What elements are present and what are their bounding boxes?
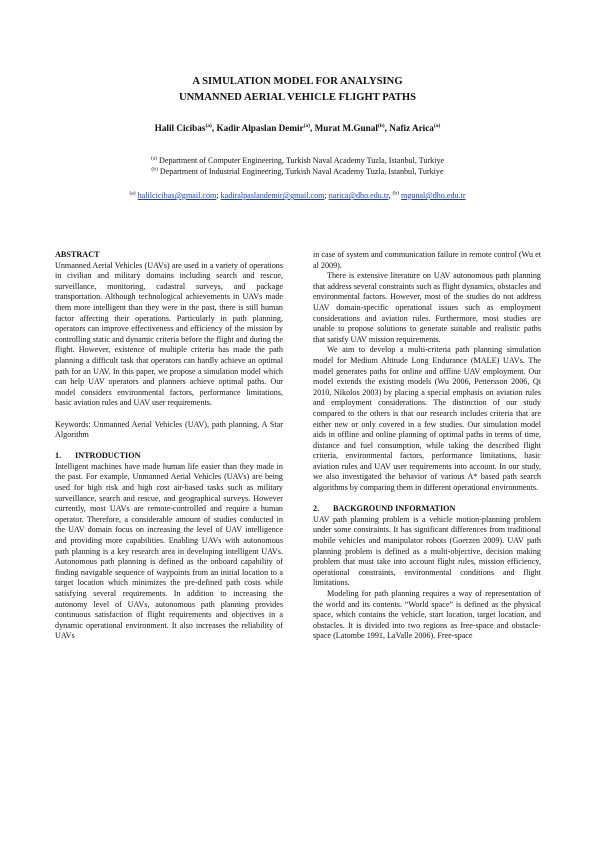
section-title: INTRODUCTION: [75, 451, 141, 461]
author-name: Halil Cicibas: [154, 123, 206, 133]
right-column: [313, 250, 541, 642]
email-separator: ;: [324, 191, 329, 200]
author-separator: ,: [211, 123, 217, 133]
email-list: [0, 190, 595, 201]
background-heading: [313, 504, 541, 515]
author-affiliation-mark: (a): [303, 122, 311, 129]
section-number: 2.: [313, 504, 320, 514]
author-name: Murat M.Gunal: [314, 123, 378, 133]
email-separator: ;: [216, 191, 221, 200]
author-separator: ,: [310, 123, 315, 133]
title-line-1: A SIMULATION MODEL FOR ANALYSING: [192, 76, 403, 87]
affiliation-line: [0, 167, 595, 178]
title-line-2: UNMANNED AERIAL VEHICLE FLIGHT PATHS: [178, 92, 417, 103]
affiliation-mark: (b): [151, 165, 158, 172]
email-separator: ,: [388, 191, 393, 200]
left-column: [55, 250, 283, 642]
literature-paragraph: There is extensive literature on UAV autonomous path planning that address several constraints such as flight dynamics, obstacles and environmental factors. However, most of the studies do not address UAV domain-specific operational issues such as employment considerations and aviation rules. Furthermore, most studies are unable to propose solutions to generate suitable and realistic paths that satisfy UAV mission requirements.: [313, 271, 541, 344]
paper-title: [0, 74, 595, 106]
aim-paragraph: We aim to develop a multi-criteria path planning simulation model for Medium Altitude Long Endurance (MALE) UAVs. The model generates paths for online and offline UAV employment. Our model extends the existing models (Wu 2006, Pettersson 2006, Qi 2010, Nikolos 2003) by placing a special emphasis on aviation rules and employment considerations. The distinction of our study compared to the others is that our research includes criteria that are either new or only covered in a few studies. Our simulation model aids in offline and online planning of optimal paths in terms of time, distance and fuel consumption, while taking the described flight criteria, environmental factors, performance limitations, basic aviation rules and UAV user requirements into account. In our study, we also investigated the behavior of various A* based path search algorithms by comparing them in different operational environments.: [313, 345, 541, 493]
background-paragraph: UAV path planning problem is a vehicle motion-planning problem under some constraints. It has significant differences from traditional mobile vehicles and manipulator robots (Goerzen 2009). UAV path planning problem is defined as a multi-objective, decision making problem that must take into account flight rules, mission efficiency, operational constraints, environmental conditions and flight limitations.: [313, 514, 541, 588]
affiliation-text: Department of Computer Engineering, Turkish Naval Academy Tuzla, Istanbul, Turkiye: [159, 156, 445, 165]
author-separator: ,: [384, 123, 390, 133]
email-group-mark: (b): [392, 190, 399, 197]
affiliation-line: [0, 156, 595, 167]
introduction-heading: [55, 451, 283, 462]
author-list: [0, 122, 595, 134]
affiliation-list: [0, 156, 595, 177]
author-name: Kadir Alpaslan Demir: [216, 123, 304, 133]
author-affiliation-mark: (a): [433, 122, 441, 129]
email-link[interactable]: halilcicibas@gmail.com: [137, 191, 217, 200]
intro-continuation-paragraph: in case of system and communication failure in remote control (Wu et al 2009).: [313, 250, 541, 270]
introduction-paragraph: Intelligent machines have made human life easier than they made in the past. For example, Unmanned Aerial Vehicles (UAVs) are being used for high risk and high cost air-based tasks such as military surveillance, search and rescue, and geographical surveys. However currently, most UAVs are remote-controlled and require a human operator. Therefore, a considerable amount of studies conducted in the UAV domain focus on increasing the level of UAV intelligence and providing more capabilities. Enabling UAVs with autonomous path planning is a key research area in developing intelligent UAVs. Autonomous path planning is defined as the onboard capability of finding navigable sequence of waypoints from an initial location to a target location which minimizes the pre-defined path costs while satisfying several requirements. In addition to increasing the autonomy level of UAVs, autonomous path planning provides continuous satisfaction of flight requirements and objectives in a dynamic operational environment. It also increases the reliability of UAVs: [55, 461, 283, 641]
modeling-paragraph: Modeling for path planning requires a way of representation of the world and its contents. “World space” is defined as the physical space, which contains the vehicle, start location, target location, and obstacles. It is divided into two regions as free-space and obstacle-space (Latombe 1991, LaValle 2006). Free-space: [313, 589, 541, 641]
affiliation-mark: (a): [150, 155, 157, 162]
keywords-text: Keywords: Unmanned Aerial Vehicles (UAV), path planning, A Star Algorithm: [55, 419, 283, 440]
abstract-text: Unmanned Aerial Vehicles (UAVs) are used in a variety of operations in civilian and military domains including search and rescue, surveillance, monitoring, cadastral surveys, and package transportation. Although technological achievements in UAVs made them more intelligent than they were in the past, there is still human factor affecting their operations. Particularly in path planning, operators can improve effectiveness and efficiency of the mission by controlling static and dynamic criteria before the flight and during the flight. However, existence of multiple criteria has made the path planning a difficult task that operators can hardly achieve an optimal path for an UAV. In this paper, we propose a simulation model which can help UAV operators and planners achieve optimal paths. Our model considers environmental factors, performance limitations, basic aviation rules and UAV user requirements.: [55, 260, 283, 408]
email-group-mark: (a): [129, 190, 136, 197]
email-link[interactable]: kadiralpaslandemir@gmail.com: [220, 191, 325, 200]
abstract-heading: ABSTRACT: [55, 250, 100, 259]
author-name: Nafiz Arica: [389, 123, 434, 133]
author-affiliation-mark: (b): [377, 122, 385, 129]
email-link[interactable]: mgunal@dho.edu.tr: [400, 191, 466, 200]
section-number: 1.: [55, 451, 62, 461]
email-link[interactable]: narica@dho.edu.tr: [328, 191, 389, 200]
section-title: BACKGROUND INFORMATION: [333, 504, 456, 514]
author-affiliation-mark: (a): [205, 122, 212, 129]
affiliation-text: Department of Industrial Engineering, Turkish Naval Academy Tuzla, Istanbul, Turkiye: [159, 166, 444, 176]
